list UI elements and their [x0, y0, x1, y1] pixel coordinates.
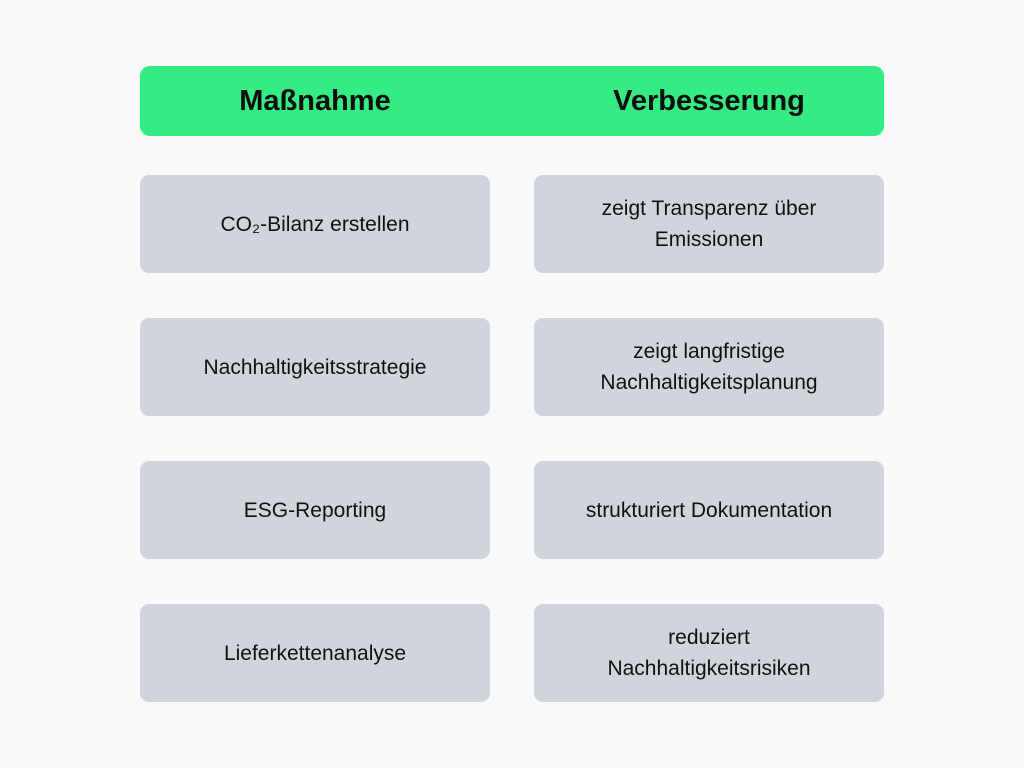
table-header	[140, 66, 884, 136]
header-improvement: Verbesserung	[613, 84, 805, 117]
measure-cell: CO₂-Bilanz erstellen	[140, 175, 490, 273]
measure-cell: ESG-Reporting	[140, 461, 490, 559]
header-measure: Maßnahme	[239, 84, 391, 117]
improvement-cell: zeigt langfristige Nachhaltigkeitsplanung	[534, 318, 884, 416]
improvement-cell: zeigt Transparenz über Emissionen	[534, 175, 884, 273]
improvement-cell: strukturiert Dokumentation	[534, 461, 884, 559]
measure-cell: Lieferkettenanalyse	[140, 604, 490, 702]
measure-cell: Nachhaltigkeitsstrategie	[140, 318, 490, 416]
improvement-cell: reduziert Nachhaltigkeitsrisiken	[534, 604, 884, 702]
